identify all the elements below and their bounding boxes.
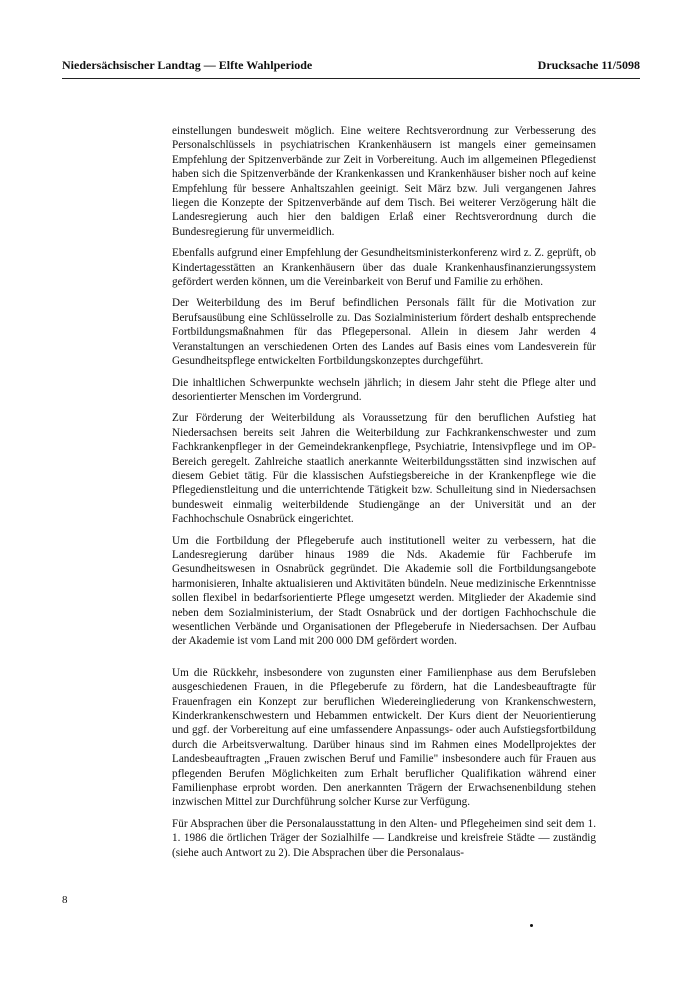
paragraph: Der Weiterbildung des im Beruf befindlichen Personals fällt für die Motivation zur Berufsausübung eine Schlüsselrolle zu. Das Sozialministerium fördert deshalb entsprechende Fortbildungsmaßnahmen für das Pflegepersonal. Allein in diesem Jahr werden 4 Veranstaltungen an verschiedenen Orten des Landes auf Basis eines vom Landesverein für Gesundheitspflege entwickelten Fortbildungskonzeptes durchgeführt. bbox=[172, 297, 596, 368]
page-number: 8 bbox=[62, 894, 68, 906]
paragraph: Die inhaltlichen Schwerpunkte wechseln jährlich; in diesem Jahr steht die Pflege alter und desorientierter Menschen im Vordergrund. bbox=[172, 376, 596, 403]
header-rule bbox=[62, 78, 640, 79]
paragraph: Um die Rückkehr, insbesondere von zugunsten einer Familienphase aus dem Berufsleben ausgeschiedenen Frauen, in die Pflegeberufe zu fördern, hat die Landesbeauftragte für Frauenfragen ein Konzept zur beruflichen Wiedereingliederung von Krankenschwestern, Kinderkrankenschwestern und Hebammen entwickelt. Der Kurs dient der Neuorientierung und ggf. der Vorbereitung auf eine umfassendere Anpassungs- oder auch Aufstiegsfortbildung durch die Arbeitsverwaltung. Darüber hinaus sind im Rahmen eines Modellprojektes der Landesbeauftragten „Frauen zwischen Beruf und Familie" insbesondere auch für Frauen aus pflegenden Berufen Möglichkeiten zum Erhalt beruflicher Qualifikation während einer Familienphase erprobt worden. Den anerkannten Trägern der Erwachsenenbildung stehen inzwischen Mittel zur Durchführung solcher Kurse zur Verfügung. bbox=[172, 666, 596, 809]
scan-speck bbox=[530, 924, 533, 927]
paragraph: Zur Förderung der Weiterbildung als Voraussetzung für den beruflichen Aufstieg hat Niedersachsen bereits seit Jahren die Weiterbildung zur Fachkrankenschwester und zum Fachkrankenpfleger in der Gemeindekrankenpflege, Psychiatrie, Intensivpflege und im OP-Bereich geregelt. Zahlreiche staatlich anerkannte Weiterbildungsstätten sind inzwischen auf diesem Gebiet tätig. Für die klassischen Aufstiegsbereiche in der Krankenpflege wie die Pflegedienstleitung und die unterrichtende Tätigkeit bzw. Schulleitung sind in Niedersachsen bundesweit einmalig weiterbildende Studiengänge an der Universität und an der Fachhochschule Osnabrück eingerichtet. bbox=[172, 412, 596, 526]
paragraph: Für Absprachen über die Personalausstattung in den Alten- und Pflegeheimen sind seit dem 1. 1. 1986 die örtlichen Träger der Sozialhilfe — Landkreise und kreisfreie Städte — zuständig (siehe auch Antwort zu 2). Die Absprachen über die Personalaus- bbox=[172, 817, 596, 859]
header-title: Niedersächsischer Landtag — Elfte Wahlperiode bbox=[62, 58, 313, 72]
paragraph: Ebenfalls aufgrund einer Empfehlung der Gesundheitsministerkonferenz wird z. Z. geprüft, ob Kindertagesstätten an Krankenhäusern über das duale Krankenhausfinanzierungssystem gefördert werden können, um die Vereinbarkeit von Beruf und Familie zu erhöhen. bbox=[172, 247, 596, 289]
paragraph: Um die Fortbildung der Pflegeberufe auch institutionell weiter zu verbessern, hat die Landesregierung darüber hinaus 1989 die Nds. Akademie für Fachberufe im Gesundheitswesen in Osnabrück gegründet. Die Akademie soll die Fortbildungsangebote harmonisieren, Inhalte aktualisieren und Aktivitäten bündeln. Neue medizinische Erkenntnisse sollen flexibel in bedarfsorientierte Pflege umgesetzt werden. Mitglieder der Akademie sind neben dem Sozialministerium, der Stadt Osnabrück und der dortigen Fachhochschule die wesentlichen Verbände und Organisationen der Pflegeberufe in Niedersachsen. Der Aufbau der Akademie ist vom Land mit 200 000 DM gefördert worden. bbox=[172, 534, 596, 648]
paragraph: einstellungen bundesweit möglich. Eine weitere Rechtsverordnung zur Verbesserung des Personalschlüssels in psychiatrischen Krankenhäusern ist mangels einer gemeinsamen Empfehlung der Spitzenverbände zur Zeit in Vorbereitung. Auch im allgemeinen Pflegedienst haben sich die Spitzenverbände der Krankenkassen und Krankenhäuser bisher noch auf keine Empfehlung für bessere Anhaltszahlen geeinigt. Seit März bzw. Juli vergangenen Jahres liegen die Konzepte der Spitzenverbände auf dem Tisch. Bei weiterer Verzögerung hält die Landesregierung auch hier den baldigen Erlaß einer Rechtsverordnung durch die Bundesregierung für unvermeidlich. bbox=[172, 125, 596, 238]
header-document-number: Drucksache 11/5098 bbox=[537, 58, 640, 72]
body-text bbox=[172, 124, 596, 867]
